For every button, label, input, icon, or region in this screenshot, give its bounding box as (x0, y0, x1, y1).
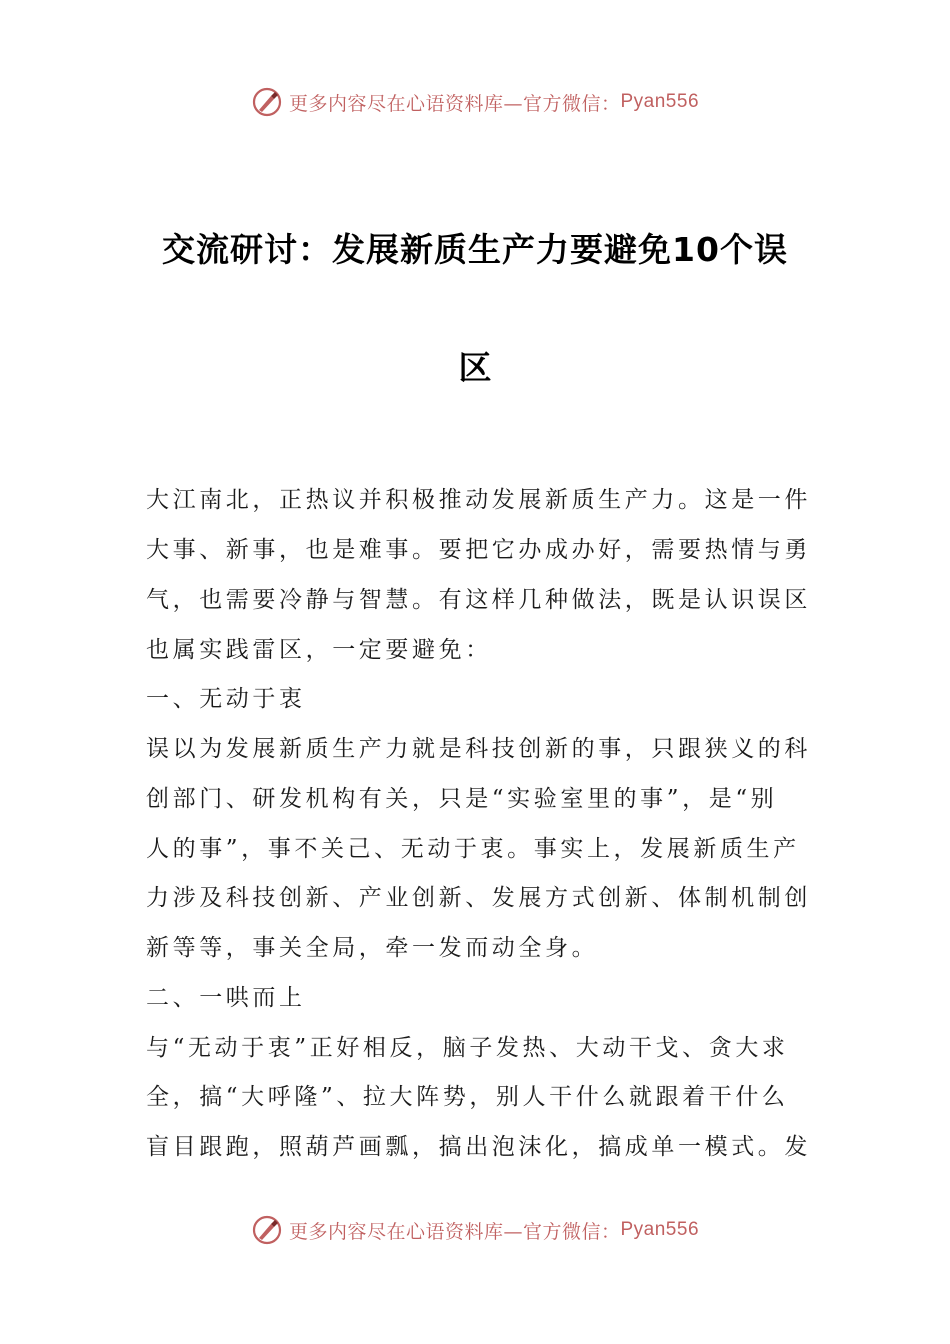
document-title-line-2: 区 (458, 348, 492, 387)
section-heading: 二、一哄而上 (146, 985, 306, 1011)
watermark-text: 更多内容尽在心语资料库 (288, 92, 504, 115)
body-line: 力涉及科技创新、产业创新、发展方式创新、体制机制创 (146, 885, 811, 911)
body-line: 盲目跟跑，照葫芦画瓢，搞出泡沫化，搞成单一模式。发 (146, 1134, 811, 1160)
section-heading: 一、无动于衷 (146, 686, 306, 712)
header-watermark (0, 82, 950, 122)
watermark-wechat-id: Pyan556 (620, 1219, 700, 1240)
body-line: 也属实践雷区，一定要避免： (146, 637, 492, 663)
document-title-line-1: 交流研讨：发展新质生产力要避免10个误 (162, 230, 788, 269)
body-line: 大江南北，正热议并积极推动发展新质生产力。这是一件 (146, 487, 811, 513)
body-line: 人的事”，事不关己、无动于衷。事实上，发展新质生产 (146, 836, 800, 862)
body-line: 新等等，事关全局，牵一发而动全身。 (146, 935, 599, 961)
footer-watermark (0, 1210, 950, 1250)
body-line: 全，搞“大呼隆”、拉大阵势，别人干什么就跟着干什么 (146, 1084, 789, 1110)
body-line: 与“无动于衷”正好相反，脑子发热、大动干戈、贪大求 (146, 1035, 789, 1061)
body-line: 创部门、研发机构有关，只是“实验室里的事”，是“别 (146, 786, 778, 812)
pen-logo-icon (251, 1214, 283, 1246)
body-line: 大事、新事，也是难事。要把它办成办好，需要热情与勇 (146, 537, 811, 563)
body-line: 误以为发展新质生产力就是科技创新的事，只跟狭义的科 (146, 736, 811, 762)
pen-logo-icon (251, 86, 283, 118)
watermark-text: 更多内容尽在心语资料库 (288, 1220, 504, 1243)
watermark-separator: —官方微信： (503, 92, 621, 115)
body-line: 气，也需要冷静与智慧。有这样几种做法，既是认识误区 (146, 587, 811, 613)
watermark-wechat-id: Pyan556 (620, 91, 700, 112)
watermark-separator: —官方微信： (503, 1220, 621, 1243)
